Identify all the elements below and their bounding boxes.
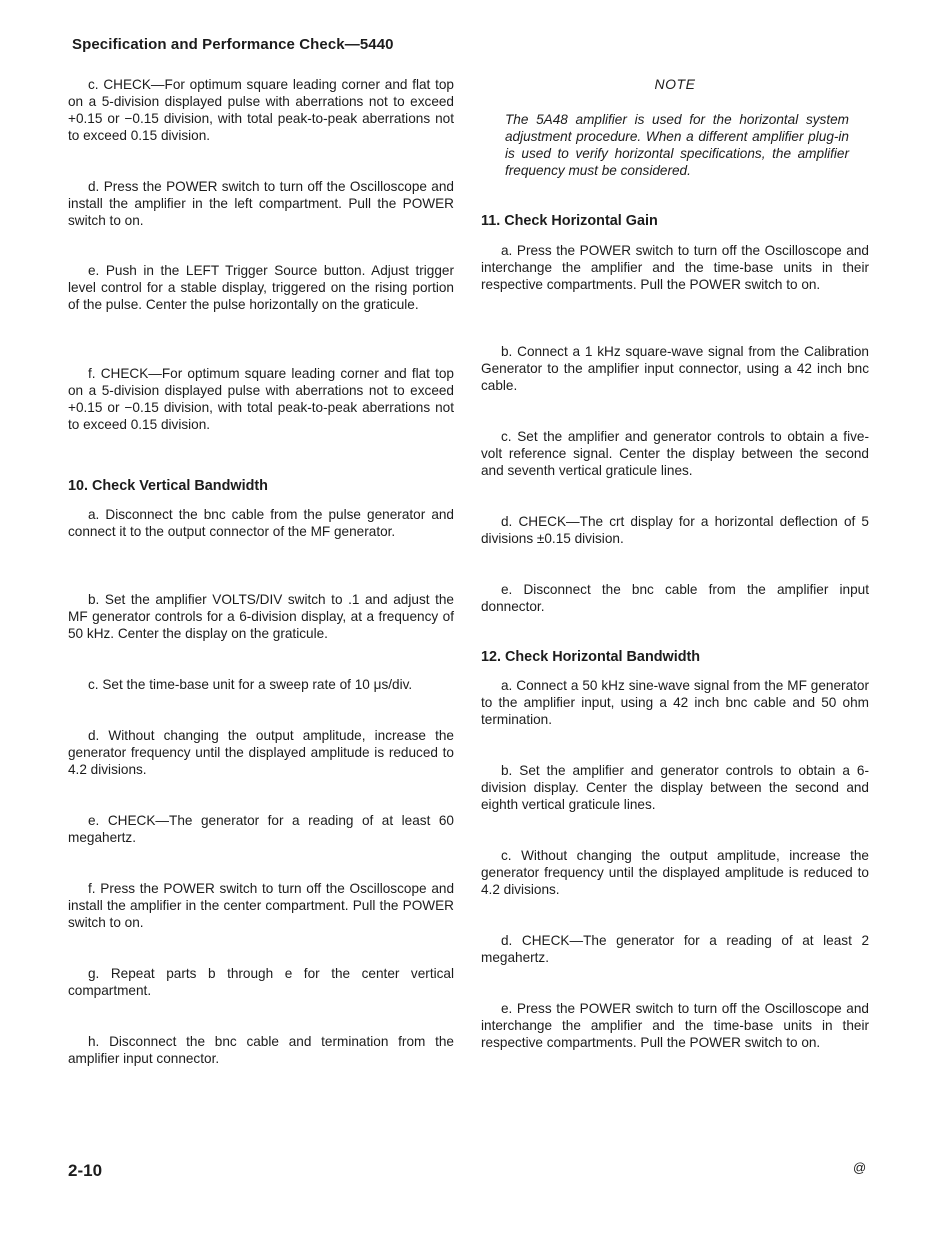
section-10-step-e: e. CHECK—The generator for a reading of at least 60 megahertz. [68, 813, 454, 845]
section-11-step-c: c. Set the amplifier and generator controls to obtain a five-volt reference signal. Center the display between the second and seventh vertical graticule lines. [481, 429, 869, 478]
paragraph-f-check-aberrations: f. CHECK—For optimum square leading corner and flat top on a 5-division displayed pulse with aberrations not to exceed +0.15 or −0.15 division, with total peak-to-peak aberrations not to exceed 0.15 division. [68, 366, 454, 432]
section-12-step-a: a. Connect a 50 kHz sine-wave signal from the MF generator to the amplifier input, using a 42 inch bnc cable and 50 ohm termination. [481, 678, 869, 727]
footer-mark: @ [853, 1160, 867, 1175]
section-11-step-d: d. CHECK—The crt display for a horizontal deflection of 5 divisions ±0.15 division. [481, 514, 869, 546]
section-12-heading: 12. Check Horizontal Bandwidth [481, 649, 701, 665]
page-number: 2-10 [68, 1161, 103, 1180]
note-body: The 5A48 amplifier is used for the horizontal system adjustment procedure. When a different amplifier plug-in is used to verify horizontal specifications, the amplifier frequency must be considered. [505, 112, 849, 178]
section-11-step-e: e. Disconnect the bnc cable from the amplifier input donnector. [481, 582, 869, 614]
section-12-step-d: d. CHECK—The generator for a reading of at least 2 megahertz. [481, 933, 869, 965]
section-10-step-f: f. Press the POWER switch to turn off the Oscilloscope and install the amplifier in the center compartment. Pull the POWER switch to on. [68, 881, 454, 930]
section-11-step-a: a. Press the POWER switch to turn off the Oscilloscope and interchange the amplifier and the time-base units in their respective compartments. Pull the POWER switch to on. [481, 243, 869, 292]
section-12-step-b: b. Set the amplifier and generator controls to obtain a 6-division display. Center the display between the second and eighth vertical graticule lines. [481, 763, 869, 812]
note-title: NOTE [654, 76, 696, 92]
paragraph-e-left-trigger: e. Push in the LEFT Trigger Source button. Adjust trigger level control for a stable display, triggered on the rising portion of the pulse. Center the pulse horizontally on the graticule. [68, 263, 454, 312]
section-10-heading: 10. Check Vertical Bandwidth [68, 478, 268, 494]
section-10-step-c: c. Set the time-base unit for a sweep rate of 10 μs/div. [88, 677, 413, 692]
section-10-step-d: d. Without changing the output amplitude, increase the generator frequency until the displayed amplitude is reduced to 4.2 divisions. [68, 728, 454, 777]
section-11-heading: 11. Check Horizontal Gain [481, 213, 658, 229]
section-12-step-c: c. Without changing the output amplitude, increase the generator frequency until the displayed amplitude is reduced to 4.2 divisions. [481, 848, 869, 897]
page-header-title: Specification and Performance Check—5440 [72, 36, 394, 53]
section-10-step-h: h. Disconnect the bnc cable and termination from the amplifier input connector. [68, 1034, 454, 1066]
paragraph-c-check-aberrations: c. CHECK—For optimum square leading corner and flat top on a 5-division displayed pulse with aberrations not to exceed +0.15 or −0.15 division, with total peak-to-peak aberrations not to exceed 0.15 division. [68, 77, 454, 143]
section-10-step-a: a. Disconnect the bnc cable from the pulse generator and connect it to the output connector of the MF generator. [68, 507, 454, 539]
paragraph-d-install-amplifier-left: d. Press the POWER switch to turn off the Oscilloscope and install the amplifier in the left compartment. Pull the POWER switch to on. [68, 179, 454, 228]
section-11-step-b: b. Connect a 1 kHz square-wave signal from the Calibration Generator to the amplifier input connector, using a 42 inch bnc cable. [481, 344, 869, 393]
section-10-step-b: b. Set the amplifier VOLTS/DIV switch to .1 and adjust the MF generator controls for a 6-division display, at a frequency of 50 kHz. Center the display on the graticule. [68, 592, 454, 641]
section-10-step-g: g. Repeat parts b through e for the center vertical compartment. [68, 966, 454, 998]
section-12-step-e: e. Press the POWER switch to turn off the Oscilloscope and interchange the amplifier and the time-base units in their respective compartments. Pull the POWER switch to on. [481, 1001, 869, 1050]
